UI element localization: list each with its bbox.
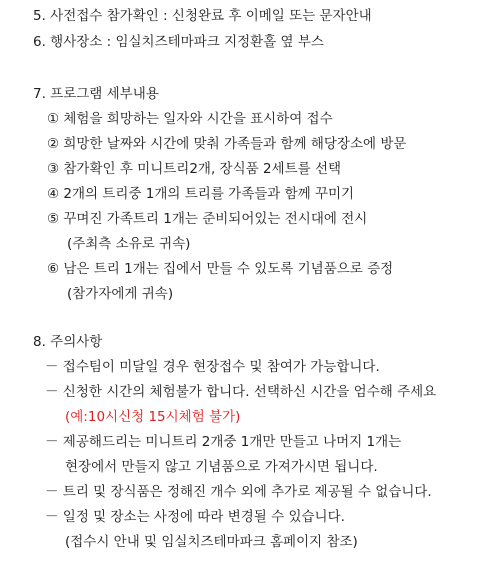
program-step-6-note: (참가자에게 귀속) [67,286,174,302]
notice-warning-example: (예:10시신청 15시체험 불가) [65,409,241,425]
program-step-1: ① 체험을 희망하는 일자와 시간을 표시하여 접수 [47,111,333,127]
notice-item-5-note: (접수시 안내 및 임실치즈테마파크 홈페이지 참조) [65,534,358,550]
program-step-3: ③ 참가확인 후 미니트리2개, 장식품 2세트를 선택 [47,161,342,177]
section-8-heading: 8. 주의사항 [33,334,103,350]
section-7-heading: 7. 프로그램 세부내용 [33,86,159,102]
program-step-6: ⑥ 남은 트리 1개는 집에서 만들 수 있도록 기념품으로 증정 [47,261,394,277]
program-step-4: ④ 2개의 트리중 1개의 트리를 가족들과 함께 꾸미기 [47,186,355,202]
notice-item-3: － 제공해드리는 미니트리 2개중 1개만 만들고 나머지 1개는 [45,434,402,450]
notice-item-2: － 신청한 시간의 체험불가 합니다. 선택하신 시간을 엄수해 주세요 [45,384,437,400]
notice-item-4: － 트리 및 장식품은 정해진 개수 외에 추가로 제공될 수 없습니다. [45,484,432,500]
notice-item-3-continued: 현장에서 만들지 않고 기념품으로 가져가시면 됩니다. [65,459,378,475]
program-step-2: ② 희망한 날짜와 시간에 맞춰 가족들과 함께 해당장소에 방문 [47,136,407,152]
program-step-5-note: (주최측 소유로 귀속) [67,236,191,252]
item-5-confirmation: 5. 사전접수 참가확인 : 신청완료 후 이메일 또는 문자안내 [33,8,372,24]
notice-item-1: － 접수팀이 미달일 경우 현장접수 및 참여가 가능합니다. [45,359,380,375]
item-6-venue: 6. 행사장소 : 임실치즈테마파크 지정환홀 옆 부스 [33,34,324,50]
notice-item-5: － 일정 및 장소는 사정에 따라 변경될 수 있습니다. [45,509,345,525]
program-step-5: ⑤ 꾸며진 가족트리 1개는 준비되어있는 전시대에 전시 [47,211,368,227]
